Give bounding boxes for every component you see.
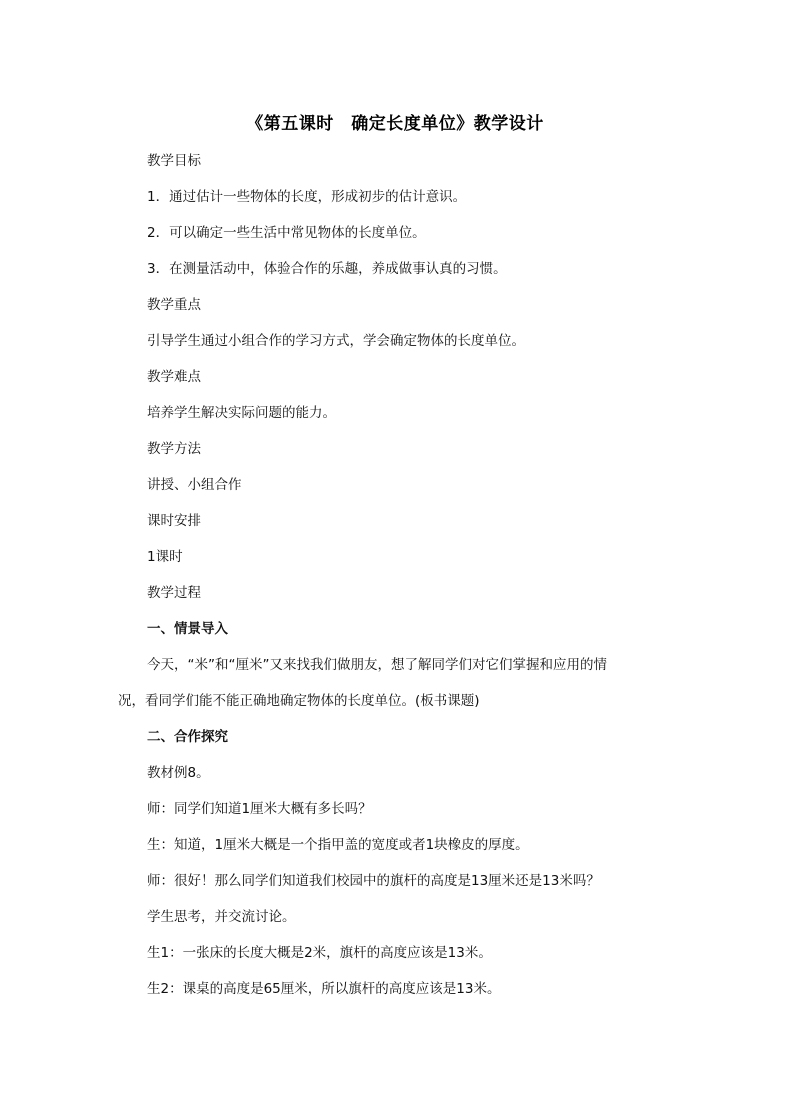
heading-key-points: 教学重点	[147, 297, 201, 313]
intro-paragraph-line-1: 今天，“米”和“厘米”又来找我们做朋友，想了解同学们对它们掌握和应用的情	[147, 657, 607, 673]
heading-difficulties: 教学难点	[147, 369, 201, 385]
explore-line-7: 生2：课桌的高度是65厘米，所以旗杆的高度应该是13米。	[147, 981, 501, 997]
explore-line-3: 生：知道，1厘米大概是一个指甲盖的宽度或者1块橡皮的厚度。	[147, 837, 529, 853]
explore-line-4: 师：很好！那么同学们知道我们校园中的旗杆的高度是13厘米还是13米吗？	[147, 873, 600, 889]
explore-line-5: 学生思考，并交流讨论。	[147, 909, 296, 925]
schedule-text: 1课时	[147, 549, 183, 565]
objective-2: 2．可以确定一些生活中常见物体的长度单位。	[147, 225, 426, 241]
objective-1: 1．通过估计一些物体的长度，形成初步的估计意识。	[147, 189, 467, 205]
heading-methods: 教学方法	[147, 441, 201, 457]
methods-text: 讲授、小组合作	[147, 477, 242, 493]
difficulties-text: 培养学生解决实际问题的能力。	[147, 405, 336, 421]
intro-paragraph-line-2: 况，看同学们能不能正确地确定物体的长度单位。(板书课题)	[118, 693, 480, 709]
explore-line-1: 教材例8。	[147, 765, 210, 781]
heading-objectives: 教学目标	[147, 153, 201, 169]
section-explore-heading: 二、合作探究	[147, 729, 228, 745]
heading-process: 教学过程	[147, 585, 201, 601]
document-title: 《第五课时 确定长度单位》教学设计	[246, 114, 544, 134]
explore-line-6: 生1：一张床的长度大概是2米，旗杆的高度应该是13米。	[147, 945, 492, 961]
explore-line-2: 师：同学们知道1厘米大概有多长吗？	[147, 801, 372, 817]
section-intro-heading: 一、情景导入	[147, 621, 228, 637]
objective-3: 3．在测量活动中，体验合作的乐趣，养成做事认真的习惯。	[147, 261, 507, 277]
key-points-text: 引导学生通过小组合作的学习方式，学会确定物体的长度单位。	[147, 333, 525, 349]
heading-schedule: 课时安排	[147, 513, 201, 529]
